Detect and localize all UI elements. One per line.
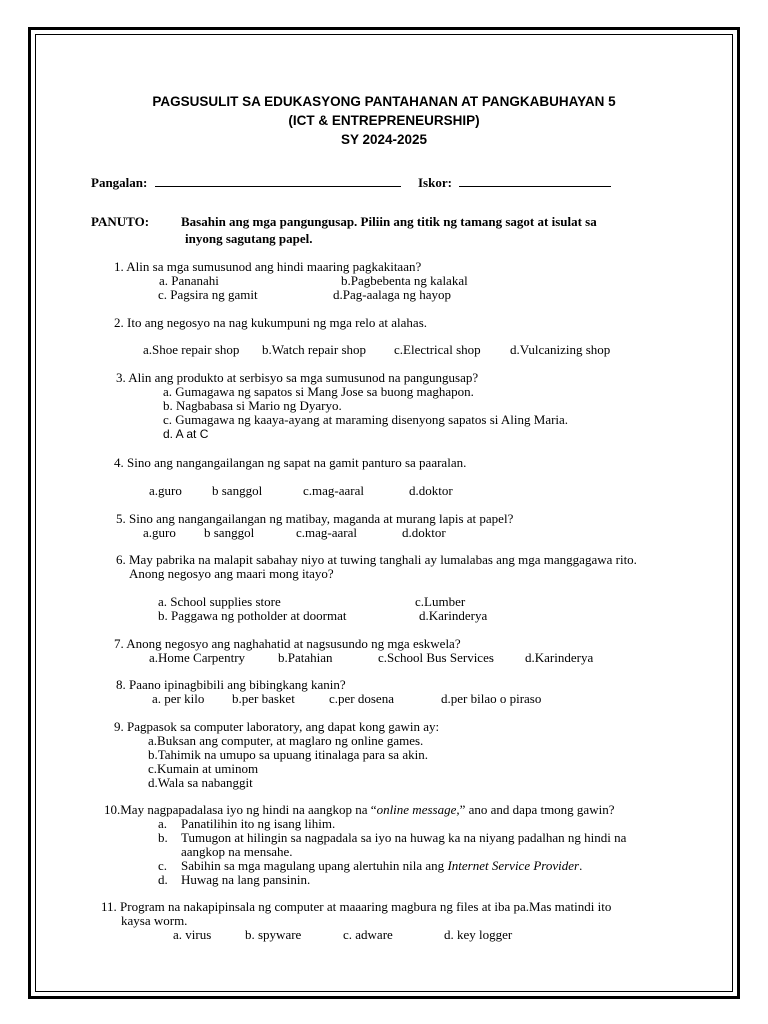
q4-choice-c: c.mag-aaral <box>303 483 364 498</box>
q9-stem: 9. Pagpasok sa computer laboratory, ang dapat kong gawin ay: <box>114 719 440 734</box>
q9-choice-d: d.Wala sa nabanggit <box>148 775 253 790</box>
score-field <box>418 175 611 190</box>
q10-stem <box>104 802 614 817</box>
q6-choice-a: a. School supplies store <box>158 594 281 609</box>
q1-choice-c: c. Pagsira ng gamit <box>158 287 258 302</box>
q1-choice-d: d.Pag-aalaga ng hayop <box>333 287 452 302</box>
q1-choice-a: a. Pananahi <box>159 273 219 288</box>
score-blank <box>459 175 611 187</box>
q10-choice-c-end: . <box>579 858 583 873</box>
school-year: SY 2024-2025 <box>340 132 428 147</box>
q1-stem: 1. Alin sa mga sumusunod ang hindi maaring pagkakitaan? <box>114 259 422 274</box>
q10-letter-a: a. <box>158 816 168 831</box>
q2-choice-c: c.Electrical shop <box>394 342 481 357</box>
q6-stem-line-1: 6. May pabrika na malapit sabahay niyo at tuwing tanghali ay lumalabas ang mga manggagawa rito. <box>116 552 637 567</box>
q3-choice-c: c. Gumagawa ng kaaya-ayang at maraming disenyong sapatos si Aling Maria. <box>163 412 569 427</box>
q2-choice-b: b.Watch repair shop <box>262 342 366 357</box>
q10-choice-c-start: Sabihin sa mga magulang upang alertuhin nila ang <box>181 858 448 873</box>
q2-stem: 2. Ito ang negosyo na nag kukumpuni ng mga relo at alahas. <box>114 315 428 330</box>
q8-choice-a: a. per kilo <box>152 691 205 706</box>
q7-choice-a: a.Home Carpentry <box>149 650 246 665</box>
q8-choice-c: c.per dosena <box>329 691 394 706</box>
q11-stem-line-1: 11. Program na nakapipinsala ng computer at maaaring magbura ng files at iba pa.Mas matindi ito <box>101 899 612 914</box>
q2-choice-a: a.Shoe repair shop <box>143 342 240 357</box>
instructions-label: PANUTO: <box>91 214 150 229</box>
q8-choice-d: d.per bilao o piraso <box>441 691 542 706</box>
q4-choice-a: a.guro <box>149 483 182 498</box>
q10-choice-c-emphasis: Internet Service Provider <box>447 858 580 873</box>
instructions-line-1: Basahin ang mga pangungusap. Piliin ang titik ng tamang sagot at isulat sa <box>181 214 597 229</box>
q10-stem-end: ” ano and dapa tmong gawin? <box>459 802 615 817</box>
q7-stem: 7. Anong negosyo ang naghahatid at nagsusundo ng mga eskwela? <box>114 636 461 651</box>
q11-choice-a: a. virus <box>173 927 212 942</box>
q5-choice-c: c.mag-aaral <box>296 525 357 540</box>
q10-choice-b-line-2: aangkop na mensahe. <box>181 844 293 859</box>
q3-choice-d: d. A at C <box>163 427 209 441</box>
q9-choice-a: a.Buksan ang computer, at maglaro ng online games. <box>148 733 424 748</box>
name-label: Pangalan: <box>91 175 148 190</box>
q6-stem-line-2: Anong negosyo ang maari mong itayo? <box>129 566 334 581</box>
q9-choice-c: c.Kumain at uminom <box>148 761 259 776</box>
q10-stem-start: 10.May nagpapadalasa iyo ng hindi na aangkop na “ <box>104 802 377 817</box>
q10-letter-b: b. <box>158 830 168 845</box>
q5-choice-d: d.doktor <box>402 525 446 540</box>
q8-stem: 8. Paano ipinagbibili ang bibingkang kanin? <box>116 677 346 692</box>
q5-choice-a: a.guro <box>143 525 176 540</box>
q11-choice-c: c. adware <box>343 927 393 942</box>
q6-choice-b: b. Paggawa ng potholder at doormat <box>158 608 347 623</box>
q11-choice-b: b. spyware <box>245 927 302 942</box>
q4-choice-d: d.doktor <box>409 483 453 498</box>
name-blank <box>155 175 401 187</box>
q5-stem: 5. Sino ang nangangailangan ng matibay, maganda at murang lapis at papel? <box>116 511 514 526</box>
q10-choice-a: Panatilihin ito ng isang lihim. <box>181 816 336 831</box>
q5-choice-b: b sanggol <box>204 525 255 540</box>
q6-choice-c: c.Lumber <box>415 594 466 609</box>
score-label: Iskor: <box>418 175 452 190</box>
q10-letter-c: c. <box>158 858 168 873</box>
exam-title: PAGSUSULIT SA EDUKASYONG PANTAHANAN AT PANGKABUHAYAN 5 <box>152 94 616 109</box>
q3-choice-a: a. Gumagawa ng sapatos si Mang Jose sa buong maghapon. <box>163 384 474 399</box>
q7-choice-c: c.School Bus Services <box>378 650 494 665</box>
q10-letter-d: d. <box>158 872 168 887</box>
q10-choice-b-line-1: Tumugon at hilingin sa nagpadala sa iyo na huwag ka na niyang padalhan ng hindi na <box>181 830 627 845</box>
q2-choice-d: d.Vulcanizing shop <box>510 342 611 357</box>
q4-choice-b: b sanggol <box>212 483 263 498</box>
exam-subtitle: (ICT & ENTREPRENEURSHIP) <box>288 113 480 128</box>
q10-choice-c <box>181 858 582 873</box>
name-field <box>91 175 401 190</box>
q10-choice-d: Huwag na lang pansinin. <box>181 872 311 887</box>
q3-stem: 3. Alin ang produkto at serbisyo sa mga sumusunod na pangungusap? <box>116 370 479 385</box>
q10-stem-emphasis: online message, <box>376 802 460 817</box>
q6-choice-d: d.Karinderya <box>419 608 488 623</box>
q11-choice-d: d. key logger <box>444 927 513 942</box>
q8-choice-b: b.per basket <box>232 691 295 706</box>
q9-choice-b: b.Tahimik na umupo sa upuang itinalaga para sa akin. <box>148 747 428 762</box>
q4-stem: 4. Sino ang nangangailangan ng sapat na gamit panturo sa paaralan. <box>114 455 467 470</box>
q7-choice-d: d.Karinderya <box>525 650 594 665</box>
q11-stem-line-2: kaysa worm. <box>121 913 188 928</box>
q1-choice-b: b.Pagbebenta ng kalakal <box>341 273 468 288</box>
instructions-line-2: inyong sagutang papel. <box>185 231 313 246</box>
q7-choice-b: b.Patahian <box>278 650 333 665</box>
q3-choice-b: b. Nagbabasa si Mario ng Dyaryo. <box>163 398 342 413</box>
